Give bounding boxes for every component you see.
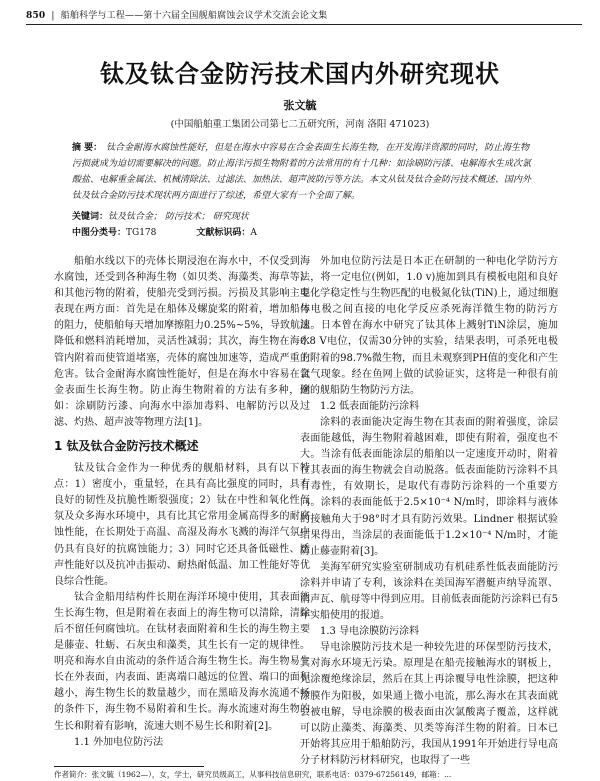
keywords: [72, 209, 532, 222]
author-affiliation: (中国船舶重工集团公司第七二五研究所，河南 洛阳 471023): [170, 119, 430, 130]
running-head: [26, 8, 574, 21]
intro-paragraph: 船舶水线以下的壳体长期浸泡在海水中，不仅受到海水腐蚀，还受到各种海生物（如贝类、海藻类、海草等）和其他污物的附着，使船壳受到污损。污损及其影响主要表现在两方面：首先是在船体及螺旋桨的附着，增加船体的阻力，使船舶每天增加摩擦阻力0.25%~5%，导致航速降低和燃料消耗增加，灵活性减弱；其次，海生物在海水管内附着而使管道堵塞，壳体的腐蚀加速等，造成严重的危害。钛合金耐海水腐蚀性能好，但是在海水中容易在合金表面生长海生物。防止海生物附着的方法有多种，例如：涂刷防污漆、向海水中添加毒料、电解防污以及过滤、灼热、超声波等物理方法[1]。: [54, 256, 311, 428]
running-head-separator: |: [51, 11, 55, 21]
doc-code-value: A: [250, 228, 257, 238]
left-column: [54, 254, 310, 751]
abstract: [72, 140, 532, 204]
subsection-heading-1-1: 1.1 外加电位防污法: [74, 736, 164, 748]
section-1-paragraph-a: 钛及钛合金作为一种优秀的舰船材料，具有以下特点：1）密度小，重量轻，在具有高比强度的同时，具有良好的韧性及抗脆性断裂强度；2）钛在中性和氧化性气氛及众多海水环境中，具有比其它常用金属高得多的耐腐蚀性能，在长期处于高温、高湿及海水飞溅的海洋气氛中仍具有良好的抗腐蚀能力；3）同时它还具备低磁性、透声性能好以及抗冲击振动、耐热耐低温、加工性能好等优良综合性能。: [54, 463, 310, 587]
subsection-1-1-paragraph: 外加电位防污法是日本正在研制的一种电化学防污方法，将一定电位(例如，1.0 v)施加到具有模板电阻和良好电化学稳定性与生物匹配的电极氮化钛(TiN)上，通过细胞与电极之间直接的电化学反应杀死海洋微生物的防污方法。日本曾在海水中研究了钛其体上溅射TiN涂层，施加0.8 V电位，仅需30分钟的实验，结果表明，可杀死电极上附着的98.7%微生物，而且未观察到PH值的变化和产生氯气现象。经在鱼网上做的试验证实，这将是一种很有前途的舰船防生物防污方法。: [300, 256, 558, 396]
section-1-paragraph-b: 钛合金船用结构件长期在海洋环境中使用，其表面能生长海生物，但是附着在表面上的海生物可以清除，清除后不留任何腐蚀坑。在钛材表面附着和生长的海生物主要是藤壶、牡蛎、石灰虫和藻类，其生长有一定的规律性。明亮和海水自由流动的条件适合海生物生长。海生物易生长在外表面，内表面、距离端口越远的位置、端口的面积越小，海生物生长的数量越少，而在黑暗及海水流通不畅的条件下，海生物不易附着和生长。海水流速对海生物的生长和附着有影响，流速大则不易生长和附着[2]。: [54, 591, 310, 732]
right-column: [300, 254, 558, 769]
abstract-label: 摘 要：: [72, 143, 103, 153]
keywords-text: 钛及钛合金； 防污技术； 研究现状: [108, 212, 249, 222]
author-footnote: 作者简介：张文毓（1962—），女，学士，研究员级高工，从事科技信息研究，联系电话：0379-67256149，邮箱：...: [54, 770, 452, 779]
running-head-text: 船舶科学与工程——第十六届全国舰船腐蚀会议学术交流会论文集: [60, 11, 328, 21]
subsection-heading-1-3: 1.3 导电涂膜防污涂料: [320, 626, 420, 638]
keywords-label: 关键词：: [72, 212, 109, 222]
abstract-text: 钛合金耐海水腐蚀性能好，但是在海水中容易在合金表面生长海生物，在开发海洋资源的同时，防止海生物污损就成为迫切需要解决的问题。防止海洋污损生物附着的方法常用的有十几种：如涂刷防污漆、电解海水生成次氯酸盐、电解重金属法、机械清除法、过滤法、加热法、超声波防污等方法。本文从钛及钛合金防污技术概述、国内外钛及钛合金防污技术现状两方面进行了综述，希望大家有一个全面了解。: [72, 143, 532, 201]
classification-line: [72, 225, 532, 238]
section-heading-1: 1 钛及钛合金防污技术概述: [54, 439, 199, 454]
page-number: 850: [26, 11, 46, 21]
subsection-1-2-paragraph-a: 涂料的表面能决定海生物在其表面的附着强度，涂层表面能越低，海生物附着越困难，即使有附着，强度也不大。当涂有低表面能涂层的船舶以一定速度开动时，附着在其表面的海生物就会自动脱落。低表面能防污涂料不具有毒性，有效期长，是取代有毒防污涂料的一个重要方向。涂料的表面能低于2.5×10⁻⁴ N/m时，即涂料与液体的接触角大于98°时才具有防污效果。Lindner 根据试验结果得出，当涂层的表面能低于1.2×10⁻⁴ N/m时，才能防止藤壶附着[3]。: [300, 416, 558, 557]
header-rule: [26, 24, 582, 25]
subsection-heading-1-2: 1.2 低表面能防污涂料: [320, 400, 420, 412]
paper-author: 张文毓: [283, 99, 317, 112]
clc-label: 中图分类号：: [72, 228, 127, 238]
clc-value: TG178: [126, 228, 157, 238]
paper-title: 钛及钛合金防污技术国内外研究现状: [100, 60, 500, 88]
subsection-1-2-paragraph-b: 美海军研究实验室研制成功有机硅系性低表面能防污涂料并申请了专利，该涂料在美国海军潜艇声纳导流罩、消声瓦、航母等中得到应用。目前低表面能防污涂料已有5年实船使用的报道。: [300, 561, 558, 622]
footnote-rule: [54, 766, 204, 767]
doc-code-label: 文献标识码：: [196, 228, 251, 238]
subsection-1-3-paragraph: 导电涂膜防污技术是一种较先进的环保型防污技术，其对海水环境无污染。原理是在船壳接触海水的钢板上，先涂覆绝缘涂层，然后在其上再涂覆导电性涂膜，把这种涂膜作为阳极，如果通上微小电流，那么海水在其表面就会被电解，导电涂膜的极表面由次氯酸离子覆盖，这样就可以防止藻类、海藻类、贝类等海洋生物的附着。日本已开始将其应用于船舶防污，我国从1991年开始进行导电高分子材料防污材料研究，也取得了一些: [300, 642, 558, 766]
